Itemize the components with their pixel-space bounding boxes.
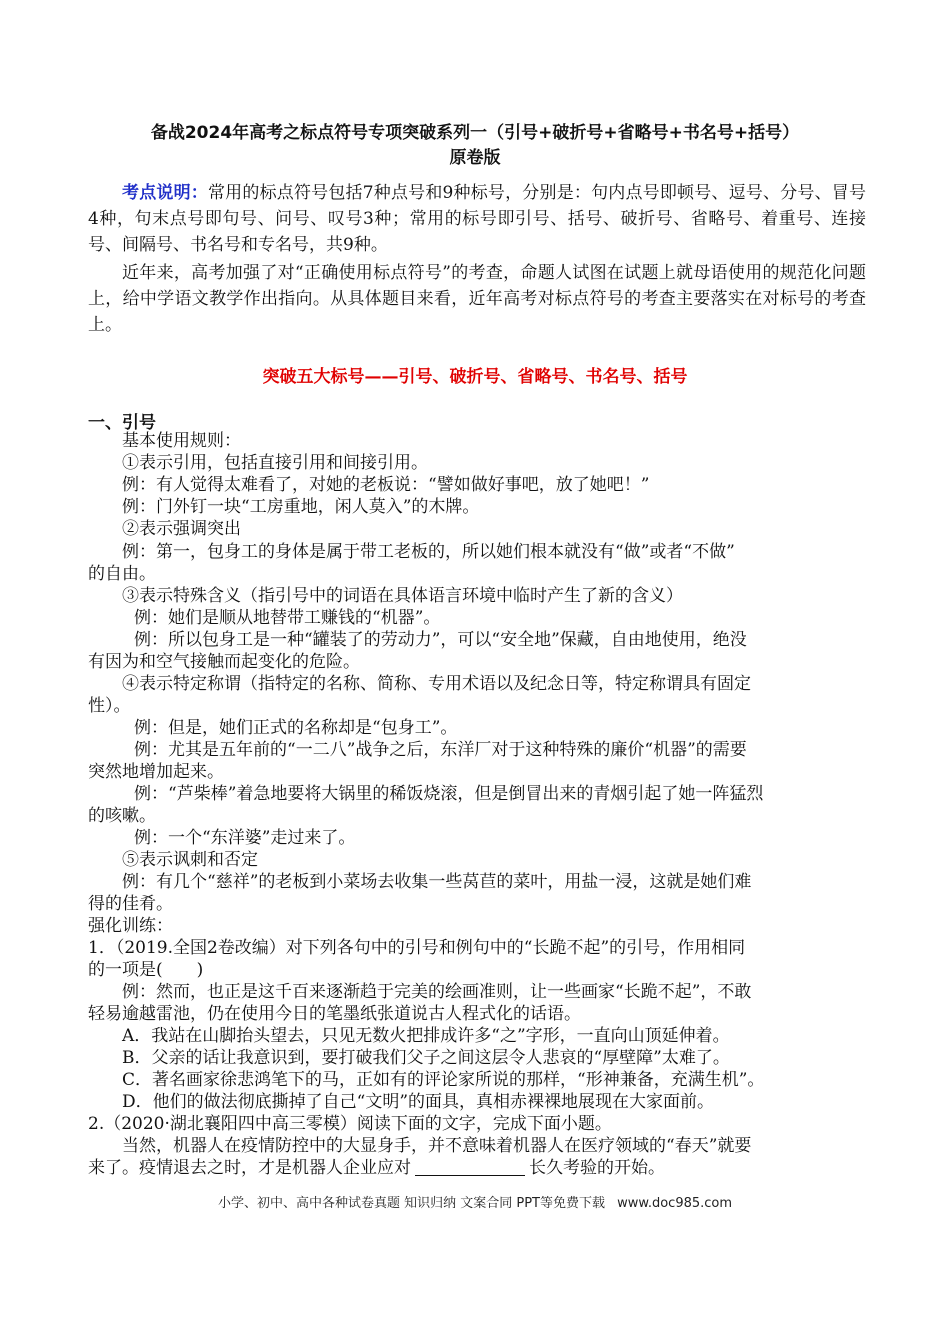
question-line: 的一项是( ) (88, 960, 204, 980)
body-line: 得的佳肴。 (88, 894, 173, 914)
body-line: 例：“芦柴棒”着急地要将大锅里的稀饭烧滚，但是倒冒出来的青烟引起了她一阵猛烈 (134, 784, 764, 804)
body-line: ⑤表示讽刺和否定 (122, 850, 258, 870)
body-line: 性）。 (88, 696, 131, 716)
body-line: 有因为和空气接触而起变化的危险。 (88, 652, 360, 672)
footer-text: 小学、初中、高中各种试卷真题 知识归纳 文案合同 PPT等免费下载 (217, 1196, 605, 1211)
section-1-title: 一、引号 (88, 413, 156, 433)
section-red-heading: 突破五大标号——引号、破折号、省略号、书名号、括号 (262, 367, 688, 387)
document-title: 备战2024年高考之标点符号专项突破系列一（引号+破折号+省略号+书名号+括号） (150, 123, 800, 143)
body-line: 的自由。 (88, 564, 156, 584)
document-subtitle: 原卷版 (449, 148, 501, 168)
question-text: 长久考验的开始。 (529, 1158, 665, 1178)
question-line: 2.（2020·湖北襄阳四中高三零模）阅读下面的文字，完成下面小题。 (88, 1114, 612, 1134)
question-line: 轻易逾越雷池，仍在使用今日的笔墨纸张道说古人程式化的话语。 (88, 1004, 581, 1024)
body-line: 例：尤其是五年前的“一二八”战争之后，东洋厂对于这种特殊的廉价“机器”的需要 (134, 740, 747, 760)
intro-paragraph-1 (88, 180, 866, 258)
option-b: B．父亲的话让我意识到，要打破我们父子之间这层令人悲哀的“厚壁障”太难了。 (122, 1048, 730, 1068)
body-line: ④表示特定称谓（指特定的名称、简称、专用术语以及纪念日等，特定称谓具有固定 (122, 674, 751, 694)
body-line: 例：但是，她们正式的名称却是“包身工”。 (134, 718, 458, 738)
question-line (88, 1157, 866, 1179)
body-line: 基本使用规则： (122, 431, 241, 451)
body-line: 的咳嗽。 (88, 806, 156, 826)
body-line: 例：一个“东洋婆”走过来了。 (134, 828, 356, 848)
body-line: ③表示特殊含义（指引号中的词语在具体语言环境中临时产生了新的含义） (122, 586, 683, 606)
page-footer (0, 1192, 950, 1211)
option-d: D．他们的做法彻底撕掉了自己“文明”的面具，真相赤裸裸地展现在大家面前。 (122, 1092, 715, 1112)
body-line: ②表示强调突出 (122, 519, 241, 539)
body-line: 例：所以包身工是一种“罐装了的劳动力”，可以“安全地”保藏，自由地使用，绝没 (134, 630, 747, 650)
intro-text-1: 常用的标点符号包括7种点号和9种标号，分别是：句内点号即顿号、逗号、分号、冒号4种，句末点号即句号、问号、叹号3种；常用的标号即引号、括号、破折号、省略号、着重号、连接号、间隔号、书名号和专名号，共9种。 (88, 183, 867, 255)
intro-paragraph-2: 近年来，高考加强了对“正确使用标点符号”的考查，命题人试图在试题上就母语使用的规范化问题上，给中学语文教学作出指向。从具体题目来看，近年高考对标点符号的考查主要落实在对标号的考查上。 (88, 263, 866, 335)
answer-blank[interactable] (415, 1159, 525, 1176)
intro-label: 考点说明： (122, 183, 208, 203)
option-c: C．著名画家徐悲鸿笔下的马，正如有的评论家所说的那样，“形神兼备，充满生机”。 (122, 1070, 765, 1090)
question-text: 来了。疫情退去之时，才是机器人企业应对 (88, 1158, 411, 1178)
body-line: 例：有人觉得太难看了，对她的老板说：“譬如做好事吧，放了她吧！” (122, 475, 650, 495)
question-line: 当然，机器人在疫情防控中的大显身手，并不意味着机器人在医疗领域的“春天”就要 (122, 1136, 752, 1156)
footer-site-link[interactable]: www.doc985.com (617, 1196, 733, 1211)
question-line: 例：然而，也正是这千百来逐渐趋于完美的绘画准则，让一些画家“长跪不起”，不敢 (122, 982, 752, 1002)
body-line: 例：第一，包身工的身体是属于带工老板的，所以她们根本就没有“做”或者“不做” (122, 542, 735, 562)
body-line: 突然地增加起来。 (88, 762, 224, 782)
question-line: 1．（2019.全国2卷改编）对下列各句中的引号和例句中的“长跪不起”的引号，作用相同 (88, 938, 746, 958)
body-line: ①表示引用，包括直接引用和间接引用。 (122, 453, 428, 473)
body-line: 例：有几个“慈祥”的老板到小菜场去收集一些莴苣的菜叶，用盐一浸，这就是她们难 (122, 872, 752, 892)
body-line: 例：她们是顺从地替带工赚钱的“机器”。 (134, 608, 441, 628)
option-a: A．我站在山脚抬头望去，只见无数火把排成许多“之”字形，一直向山顶延伸着。 (122, 1026, 730, 1046)
body-line: 例：门外钉一块“工房重地，闲人莫入”的木牌。 (122, 497, 480, 517)
body-line: 强化训练： (88, 916, 173, 936)
